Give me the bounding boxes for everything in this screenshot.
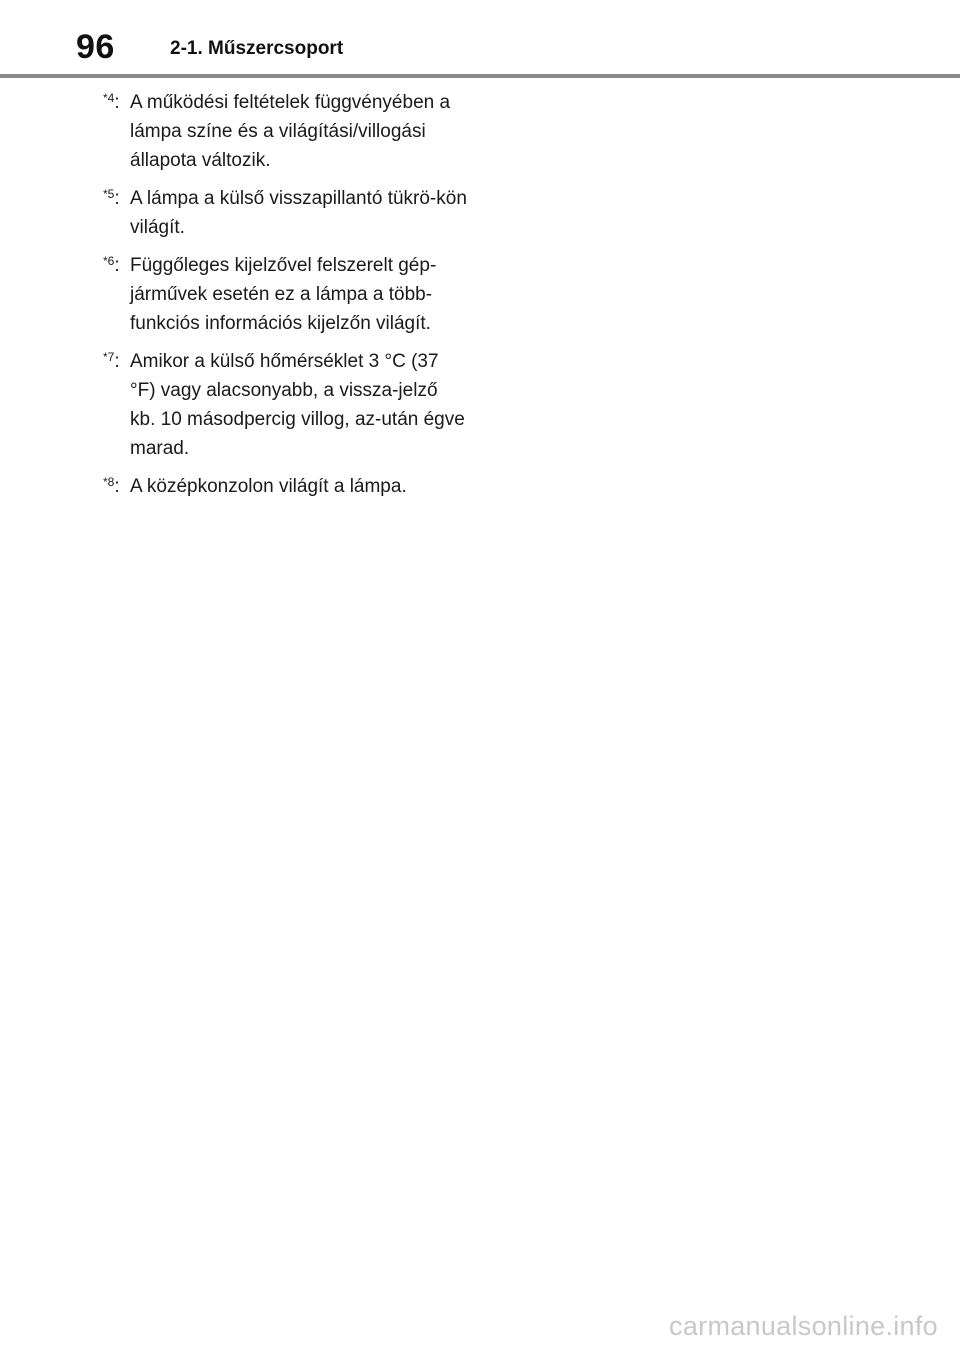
footnote-marker: $^{*4}$:: [103, 91, 120, 113]
footnote-marker: $^{*8}$:: [103, 475, 120, 497]
footnote-item: [103, 88, 468, 175]
footnote-list: [103, 88, 468, 510]
footnote-text: A működési feltételek függvényében a lámpa színe és a világítási/villogási állapota változik.: [130, 92, 451, 171]
footnote-item: [103, 184, 468, 242]
footnote-text: Függőleges kijelzővel felszerelt gép-járművek esetén ez a lámpa a több-funkciós információs kijelzőn világít.: [130, 255, 437, 334]
footnote-item: [103, 251, 468, 338]
footnote-marker: $^{*5}$:: [103, 187, 120, 209]
section-title: 2-1. Műszercsoport: [170, 38, 344, 59]
footnote-item: [103, 347, 468, 463]
footnote-text: A lámpa a külső visszapillantó tükrö-kön világít.: [130, 188, 467, 238]
page-number: 96: [76, 28, 115, 66]
footnote-text: A középkonzolon világít a lámpa.: [130, 476, 407, 497]
footnote-text: Amikor a külső hőmérséklet 3 °C (37 °F) vagy alacsonyabb, a vissza-jelző kb. 10 másodpercig villog, az-után égve marad.: [130, 351, 465, 459]
page-header: [0, 0, 960, 80]
footnote-marker: $^{*6}$:: [103, 254, 120, 276]
footnote-marker: $^{*7}$:: [103, 350, 120, 372]
header-divider: [0, 74, 960, 78]
footnote-item: [103, 472, 468, 501]
watermark: carmanualsonline.info: [669, 1311, 938, 1341]
